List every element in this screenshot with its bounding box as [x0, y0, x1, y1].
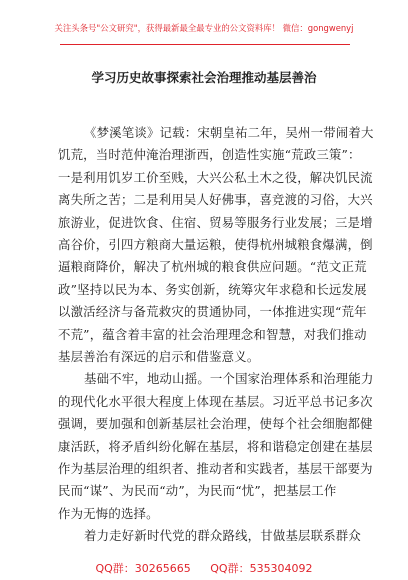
body-line: 逼粮商降价，解决了杭州城的粮食供应问题。“范文正荒: [58, 259, 367, 275]
body-line: 不荒”，蕴含着丰富的社会治理理念和智慧，对我们推动: [58, 326, 367, 342]
body-line: 作为无悔的选择。: [58, 505, 159, 521]
body-line: 政”坚持以民为本、务实创新，统筹灾年求稳和长远发展: [58, 281, 367, 297]
body-line: 《梦溪笔谈》记载：宋朝皇祐二年，吴州一带闹着大: [84, 125, 374, 140]
body-line: 旅游业，促进饮食、住宿、贸易等服务行业发展；三是增: [58, 214, 373, 230]
header-divider: [60, 44, 350, 45]
body-line: 基础不牢，地动山摇。一个国家治理体系和治理能力: [84, 371, 374, 387]
body-line: 作为基层治理的组织者、推动者和实践者，基层干部要为: [58, 461, 373, 476]
footer-contacts: [0, 560, 408, 576]
body-line: 离失所之苦；二是利用吴人好佛事，喜竞渡的习俗，大兴: [58, 192, 373, 208]
body-line: 强调，要加强和创新基层社会治理，使每个社会细胞都健: [58, 416, 373, 432]
body-line: 康活跃，将矛盾纠纷化解在基层，将和谐稳定创建在基层: [58, 438, 373, 454]
header-notice: 关注头条号"公文研究"，获得最新最全最专业的公文资料库！ 微信：gongwenyj: [54, 23, 354, 33]
footer-qq-group-2: QQ群：535304092: [210, 562, 313, 575]
body-line: 的现代化水平很大程度上体现在基层。习近平总书记多次: [58, 393, 373, 409]
footer-qq-group-1: QQ群：30265665: [95, 562, 191, 575]
body-line: 饥荒，当时范仲淹治理浙西，创造性实施“荒政三策”：: [58, 147, 361, 163]
body-line: 基层善治有深远的启示和借鉴意义。: [58, 349, 260, 364]
body-line: 以激活经济与备荒救灾的贯通协同，一体推进实现“荒年: [58, 304, 367, 320]
body-line: 民而“谋”、为民而“动”，为民而“忧”，把基层工作: [58, 483, 337, 499]
body-line: 着力走好新时代党的群众路线，甘做基层联系群众: [84, 528, 361, 544]
document-title: 学习历史故事探索社会治理推动基层善治: [91, 70, 317, 85]
body-line: 一是利用饥岁工价至贱，大兴公私土木之役，解决饥民流: [58, 169, 373, 185]
body-line: 高谷价，引四方粮商大量运粮，使得杭州城粮食爆满，倒: [58, 237, 373, 252]
